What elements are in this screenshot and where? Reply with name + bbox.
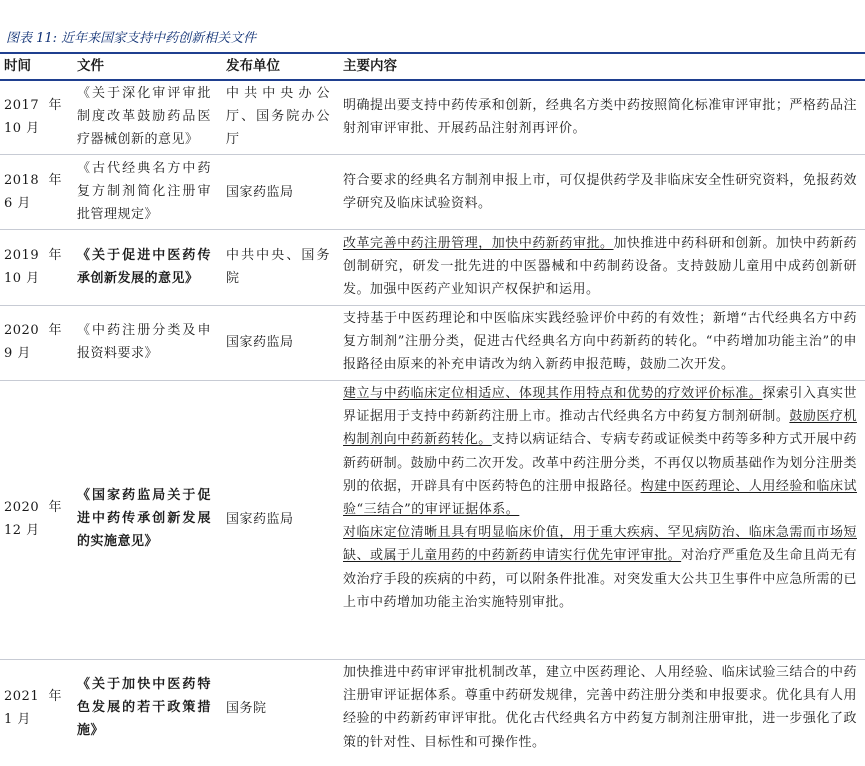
header-document: 文件: [77, 58, 104, 74]
content-text: 加快推进中药科研和创新。加快中药新药创制研究，研发一批先进的中医器械和中药制药设备。支持鼓励儿童用中成药创新研发。加强中医药产业知识产权保护和运用。: [343, 236, 857, 298]
content-underlined: 建立与中药临床定位相适应、体现其作用特点和优势的疗效评价标准。: [343, 386, 763, 401]
row-2018-document: 《古代经典名方中药复方制剂简化注册审批管理规定》: [77, 161, 211, 223]
row-2021-time: 2021 年 1 月: [4, 689, 62, 728]
content-text: 探索引入真实世界证据用于支持中药新药注册上市。推动古代经典名方中药复方制剂研制。: [343, 386, 857, 425]
header-publisher: 发布单位: [226, 58, 280, 74]
row-divider: [0, 380, 865, 381]
row-2019-time: 2019 年 10 月: [4, 248, 62, 287]
row-2021-publisher: 国务院: [226, 701, 267, 716]
row-2020-09-publisher: 国家药监局: [226, 335, 294, 350]
row-2020-12-content: [343, 382, 857, 614]
content-underlined: 对临床定位清晰且具有明显临床价值，用于重大疾病、罕见病防治、临床急需而市场短缺、或属于儿童用药的中药新药申请实行优先审评审批。: [343, 525, 857, 564]
row-2020-09-document: 《中药注册分类及申报资料要求》: [77, 323, 211, 362]
header-top-rule: [0, 52, 865, 54]
row-2021-content: [343, 661, 857, 754]
row-2020-12-time: 2020 年 12 月: [4, 500, 62, 539]
row-2018-publisher: 国家药监局: [226, 185, 294, 200]
row-2020-09-time: 2020 年 9 月: [4, 323, 62, 362]
content-text: 对治疗严重危及生命且尚无有效治疗手段的疾病的中药，可以附条件批准。对突发重大公共卫生事件中应急所需的已上市中药增加功能主治实施特别审批。: [343, 548, 857, 610]
row-2021-document: 《关于加快中医药特色发展的若干政策措施》: [77, 677, 211, 739]
row-2020-12-publisher: 国家药监局: [226, 512, 294, 527]
row-2018-time: 2018 年 6 月: [4, 173, 62, 212]
content-text: 明确提出要支持中药传承和创新，经典名方类中药按照简化标准审评审批；严格药品注射剂审评审批、开展药品注射剂再评价。: [343, 98, 857, 137]
row-2020-12-document: 《国家药监局关于促进中药传承创新发展的实施意见》: [77, 488, 211, 550]
content-underlined: 构建中医药理论、人用经验和临床试验“三结合”的审评证据体系。: [343, 478, 857, 518]
row-2017-time: 2017 年 10 月: [4, 98, 62, 137]
header-content: 主要内容: [343, 58, 397, 74]
content-text: 支持基于中医药理论和中医临床实践经验评价中药的有效性；新增“古代经典名方中药复方制剂”注册分类，促进古代经典名方向中药新药的转化。“中药增加功能主治”的申报路径由原来的补充申请改为纳入新药申报范畴，鼓励二次开发。: [343, 311, 857, 373]
row-2017-content: [343, 94, 857, 140]
row-divider: [0, 154, 865, 155]
content-text: 加快推进中药审评审批机制改革，建立中医药理论、人用经验、临床试验三结合的中药注册审评证据体系。尊重中药研发规律，完善中药注册分类和申报要求。优化具有人用经验的中药新药审评审批。优化古代经典名方中药复方制剂注册审批，进一步强化了政策的针对性、目标性和可操作性。: [343, 665, 857, 750]
row-2018-content: [343, 169, 857, 215]
row-divider: [0, 229, 865, 230]
header-time: 时间: [4, 58, 31, 74]
content-underlined: 鼓励医疗机构制剂向中药新药转化。: [343, 409, 857, 448]
content-text: 支持以病证结合、专病专药或证候类中药等多种方式开展中药新药研制。鼓励中药二次开发。改革中药注册分类，不再仅以物质基础作为划分注册类别的依据，开辟具有中医药特色的注册申报路径。: [343, 432, 857, 494]
header-bottom-rule: [0, 79, 865, 81]
row-divider: [0, 305, 865, 306]
row-2017-document: 《关于深化审评审批制度改革鼓励药品医疗器械创新的意见》: [77, 86, 211, 148]
figure-caption: 图表 11: 近年来国家支持中药创新相关文件: [6, 31, 257, 46]
content-text: 符合要求的经典名方制剂申报上市，可仅提供药学及非临床安全性研究资料，免报药效学研究及临床试验资料。: [343, 173, 857, 212]
row-2019-content: [343, 232, 857, 302]
row-2020-09-content: [343, 307, 857, 377]
row-2019-publisher: 中共中央、国务院: [226, 248, 330, 287]
content-underlined: 改革完善中药注册管理，加快中药新药审批。: [343, 236, 614, 251]
row-2019-document: 《关于促进中医药传承创新发展的意见》: [77, 248, 211, 287]
row-divider: [0, 659, 865, 660]
row-2017-publisher: 中共中央办公厅、国务院办公厅: [226, 86, 330, 148]
